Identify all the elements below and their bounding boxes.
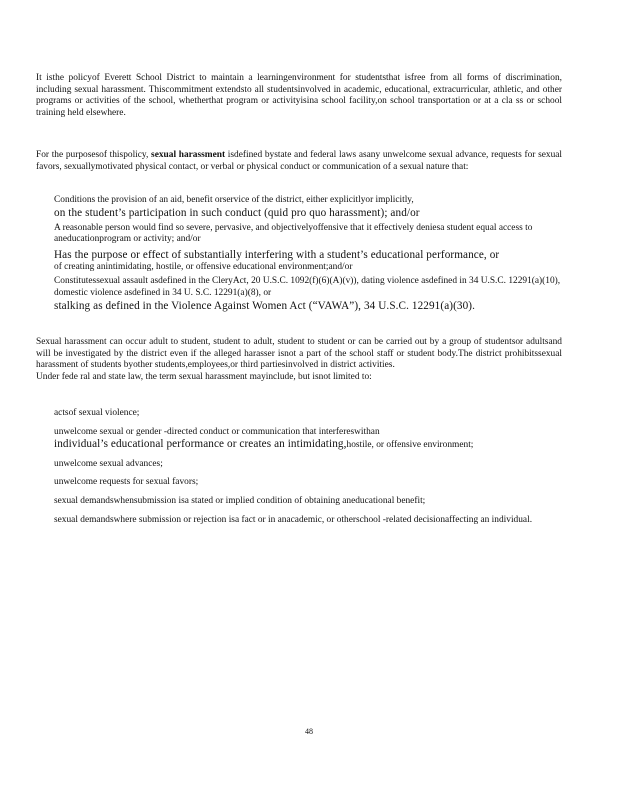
list-item: sexual demandswhere submission or rejection isa fact or in anacademic, or otherschool -related decisionaffecting an individual. [54,514,533,525]
definition-body: isdefined bystate and federal laws asany unwelcome sexual advance, requests for sexual favors, sexuallymotivated physical contact, or verbal or physical conduct or communication of a sexual nature that: [36,150,563,172]
list-item: sexual demandswhensubmission isa stated or implied condition of obtaining aneducational benefit; [54,495,426,506]
list-item: unwelcome requests for sexual favors; [54,477,199,488]
policy-statement: It isthe policyof Everett School District to maintain a learningenvironment for studentsthat isfree from all forms of discrimination, including sexual harassment. Thiscommitment extendsto all studentsinvolved in academic, educational, extracurricular, athletic, and other programs or activities of the school, whetherthat program or activityisina school facility,on school transportation or at a cla ss or school training held elsewhere. [36,73,562,118]
definition-list [36,195,562,313]
list-item: A reasonable person would find so severe, pervasive, and objectivelyoffensive that it effectively deniesa student equal access to aneducationprogram or activity; and/or [54,222,533,245]
scope-paragraph [36,337,562,383]
list-item: Constitutessexual assault asdefined in the CleryAct, 20 U.S.C. 1092(f)(6)(A)(v)), dating violence asdefined in 34 U.S.C. 12291(a)(10), domestic violence asdefined in 34 U. S.C. 12291(a)(8), or stalking as defined in the Violence Against Women Act (“VAWA”), 34 U.S.C. 12291(a)(30). [54,276,561,312]
list-item: actsof sexual violence; [54,408,140,418]
examples-intro: Under fede ral and state law, the term sexual harassment mayinclude, but isnot limited to: [36,371,372,382]
list-item: Conditions the provision of an aid, benefit orservice of the district, either explicitlyor implicitly, on the student’s participation in such conduct (quid pro quo harassment); and/or [54,195,420,219]
definition-paragraph [36,150,562,173]
scope-text: Sexual harassment can occur adult to student, student to adult, student to student or can be carried out by a group of studentsor adultsand will be investigated by the district even if the alleged harasser isnot a part of the school staff or student body.The district prohibitssexual harassment of students byother students,employees,or third partiesinvolved in district activities. [36,337,562,371]
defined-term: sexual harassment [151,150,226,160]
examples-list [36,408,562,526]
policy-paragraph [36,73,562,119]
definition-intro: For the purposesof thispolicy, [36,150,149,160]
list-item: Has the purpose or effect of substantially interfering with a student’s educational performance, or of creating anintimidating, hostile, or offensive educational environment;and/or [54,248,500,272]
list-item: unwelcome sexual or gender -directed conduct or communication that interfereswithan individual’s educational performance or creates an intimidating,hostile, or offensive environment; [54,426,474,451]
list-item: unwelcome sexual advances; [54,458,163,469]
page-number: 48 [305,727,313,736]
